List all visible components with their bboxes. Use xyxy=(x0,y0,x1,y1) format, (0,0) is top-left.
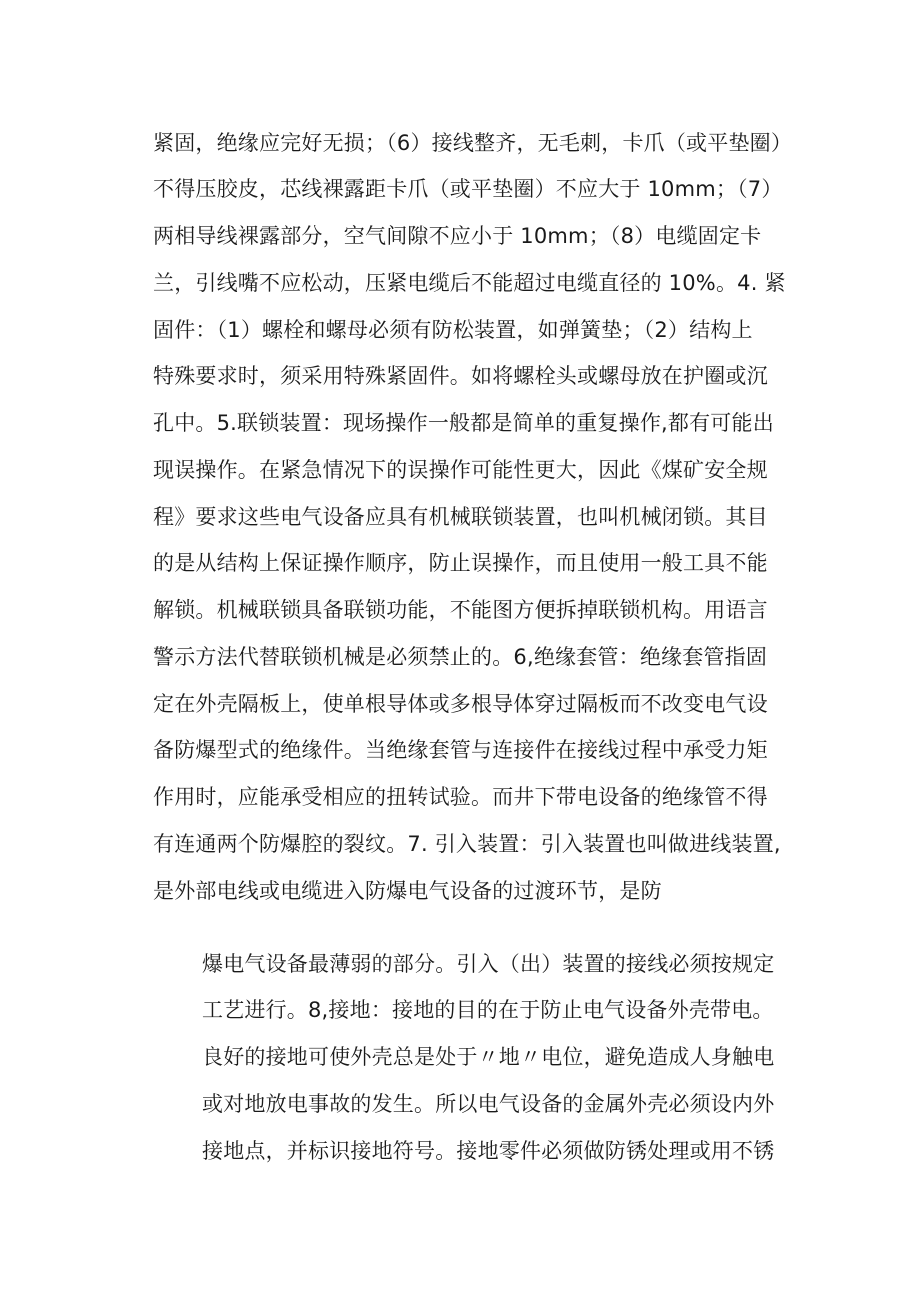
text-line: 孔中。5.联锁装置：现场操作一般都是简单的重复操作,都有可能出 xyxy=(153,411,774,435)
text-line: 定在外壳隔板上，使单根导体或多根导体穿过隔板而不改变电气设 xyxy=(153,692,768,716)
text-line: 工艺进行。8,接地：接地的目的在于防止电气设备外壳带电。 xyxy=(202,998,774,1022)
text-line: 两相导线裸露部分，空气间隙不应小于 10mm；（8）电缆固定卡 xyxy=(153,224,762,248)
text-line: 有连通两个防爆腔的裂纹。7. 引入装置：引入装置也叫做进线装置, xyxy=(153,832,781,856)
text-line: 不得压胶皮，芯线裸露距卡爪（或平垫圈）不应大于 10mm；（7） xyxy=(153,177,783,201)
text-line: 解锁。机械联锁具备联锁功能，不能图方便拆掉联锁机构。用语言 xyxy=(153,598,768,622)
text-line: 的是从结构上保证操作顺序，防止误操作，而且使用一般工具不能 xyxy=(153,551,768,575)
text-line: 是外部电线或电缆进入防爆电气设备的过渡环节，是防 xyxy=(153,879,662,903)
text-line: 作用时，应能承受相应的扭转试验。而井下带电设备的绝缘管不得 xyxy=(153,785,768,809)
text-line: 备防爆型式的绝缘件。当绝缘套管与连接件在接线过程中承受力矩 xyxy=(153,738,768,762)
text-line: 或对地放电事故的发生。所以电气设备的金属外壳必须设内外 xyxy=(202,1092,775,1116)
text-line: 良好的接地可使外壳总是处于〃地〃电位，避免造成人身触电 xyxy=(202,1045,775,1069)
text-line: 程》要求这些电气设备应具有机械联锁装置，也叫机械闭锁。其目 xyxy=(153,505,768,529)
text-line: 特殊要求时，须采用特殊紧固件。如将螺栓头或螺母放在护圈或沉 xyxy=(153,364,768,388)
text-line: 现误操作。在紧急情况下的误操作可能性更大，因此《煤矿安全规 xyxy=(153,458,768,482)
text-line: 接地点，并标识接地符号。接地零件必须做防锈处理或用不锈 xyxy=(202,1139,775,1163)
text-line: 警示方法代替联锁机械是必须禁止的。6,绝缘套管：绝缘套管指固 xyxy=(153,645,768,669)
text-line: 紧固，绝缘应完好无损；（6）接线整齐，无毛刺，卡爪（或平垫圈） xyxy=(153,131,793,155)
text-line: 兰，引线嘴不应松动，压紧电缆后不能超过电缆直径的 10%。4. 紧 xyxy=(153,271,786,295)
text-line: 固件：（1）螺栓和螺母必须有防松装置，如弹簧垫；（2）结构上 xyxy=(153,318,753,342)
text-line: 爆电气设备最薄弱的部分。引入（出）装置的接线必须按规定 xyxy=(202,952,775,976)
